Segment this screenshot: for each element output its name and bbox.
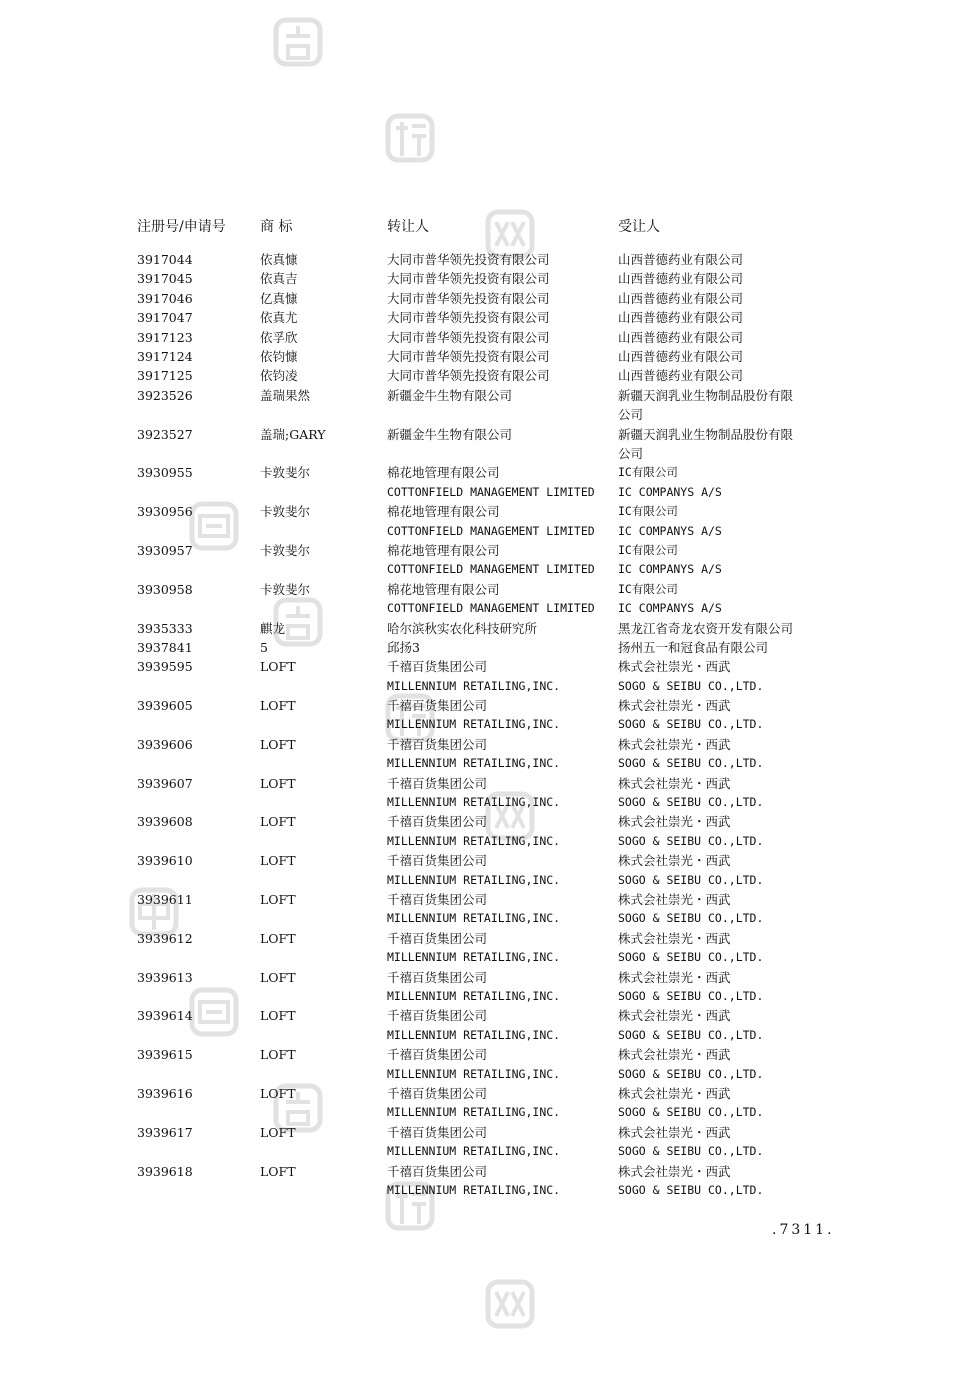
transferee-cell (618, 250, 833, 269)
reg-no-cell: 3939613 (137, 969, 193, 985)
transferor-cell (387, 502, 595, 541)
table-row (137, 425, 857, 464)
transferee-line: 株式会社崇光・西武 (618, 969, 731, 985)
transferee-cell (618, 463, 833, 502)
transferor-cell (387, 308, 550, 327)
reg-no-cell: 3917044 (137, 252, 193, 267)
mark-cell: LOFT (260, 814, 296, 830)
mark-cell: LOFT (260, 1047, 296, 1063)
transferor-line: 大同市普华领先投资有限公司 (387, 290, 550, 306)
transferor-cell (387, 968, 560, 1007)
transferor-line: 棉花地管理有限公司 (387, 542, 500, 558)
transferor-line: MILLENNIUM RETAILING,INC. (387, 1105, 561, 1120)
transferee-line: 新疆天润乳业生物制品股份有限 (618, 426, 794, 442)
transferee-cell (618, 735, 833, 774)
transferee-cell (618, 269, 833, 288)
transferee-cell (618, 851, 833, 890)
transferor-line: 大同市普华领先投资有限公司 (387, 368, 550, 384)
transferor-cell (387, 1123, 560, 1162)
reg-no-cell: 3939616 (137, 1086, 193, 1102)
transferee-cell (618, 502, 833, 541)
transferee-line: 株式会社崇光・西武 (618, 1163, 731, 1179)
transferee-line: 山西普德药业有限公司 (618, 368, 744, 384)
transferor-line: 千禧百货集团公司 (387, 1086, 488, 1102)
reg-no-cell: 3917124 (137, 348, 193, 364)
transferor-line: MILLENNIUM RETAILING,INC. (387, 1027, 561, 1042)
transferor-line: MILLENNIUM RETAILING,INC. (387, 1066, 561, 1081)
transferor-cell (387, 463, 595, 502)
transferee-cell (618, 1045, 833, 1084)
transferee-line: SOGO & SEIBU CO.,LTD. (618, 717, 764, 732)
reg-no-cell: 3939615 (137, 1047, 193, 1063)
header-transferee: 受让人 (618, 219, 660, 235)
watermark-icon (382, 110, 438, 166)
transferor-cell (387, 774, 560, 813)
reg-no-cell: 3939606 (137, 736, 193, 752)
transferee-cell (618, 386, 833, 425)
table-row (137, 250, 857, 269)
mark-cell: LOFT (260, 1124, 296, 1140)
transferee-cell (618, 774, 833, 813)
transferor-line: 千禧百货集团公司 (387, 1008, 488, 1024)
reg-no-cell: 3939610 (137, 853, 193, 869)
transferee-line: 山西普德药业有限公司 (618, 310, 744, 326)
table-row (137, 696, 857, 735)
transferor-line: COTTONFIELD MANAGEMENT LIMITED (387, 484, 595, 499)
table-row (137, 366, 857, 385)
reg-no-cell: 3930957 (137, 542, 193, 558)
table-row (137, 619, 857, 638)
transferor-cell (387, 386, 512, 405)
mark-cell: 麒龙 (260, 620, 286, 636)
reg-no-cell: 3923527 (137, 426, 193, 442)
transferee-cell (618, 1006, 833, 1045)
transferee-line: 株式会社崇光・西武 (618, 1086, 731, 1102)
mark-cell: 5 (260, 639, 268, 655)
transferor-cell (387, 1084, 560, 1123)
transferee-cell (618, 812, 833, 851)
transferee-cell (618, 308, 833, 327)
transferee-line: SOGO & SEIBU CO.,LTD. (618, 950, 764, 965)
transferor-line: MILLENNIUM RETAILING,INC. (387, 678, 561, 693)
transferor-line: 棉花地管理有限公司 (387, 465, 500, 481)
reg-no-cell: 3917045 (137, 271, 193, 287)
transferee-line: SOGO & SEIBU CO.,LTD. (618, 1066, 764, 1081)
transferor-line: 新疆金牛生物有限公司 (387, 426, 513, 442)
table-row (137, 347, 857, 366)
transferor-line: 棉花地管理有限公司 (387, 581, 500, 597)
transferee-cell (618, 657, 833, 696)
transferee-line: 株式会社崇光・西武 (618, 892, 731, 908)
transferor-cell (387, 347, 550, 366)
transferor-cell (387, 929, 560, 968)
transferor-line: 千禧百货集团公司 (387, 698, 488, 714)
transferor-line: 棉花地管理有限公司 (387, 504, 500, 520)
transferor-line: MILLENNIUM RETAILING,INC. (387, 717, 561, 732)
transferee-cell (618, 696, 833, 735)
reg-no-cell: 3939607 (137, 775, 193, 791)
transferor-line: 千禧百货集团公司 (387, 969, 488, 985)
mark-cell: 卡敦斐尔 (260, 465, 311, 481)
transferor-line: MILLENNIUM RETAILING,INC. (387, 795, 561, 810)
transferor-line: COTTONFIELD MANAGEMENT LIMITED (387, 601, 595, 616)
transferee-line: SOGO & SEIBU CO.,LTD. (618, 1183, 764, 1198)
transferor-line: 千禧百货集团公司 (387, 1124, 488, 1140)
transferee-cell (618, 1162, 833, 1201)
table-row (137, 1006, 857, 1045)
reg-no-cell: 3935333 (137, 620, 193, 636)
table-row (137, 502, 857, 541)
transferor-cell (387, 541, 595, 580)
transferee-line: 株式会社崇光・西武 (618, 736, 731, 752)
transferee-line: 公司 (618, 445, 644, 461)
transferee-line: SOGO & SEIBU CO.,LTD. (618, 872, 764, 887)
transferor-cell (387, 366, 550, 385)
mark-cell: 依钧慷 (260, 348, 298, 364)
mark-cell: 依孚欣 (260, 329, 298, 345)
mark-cell: LOFT (260, 930, 296, 946)
mark-cell: 亿真慷 (260, 290, 298, 306)
transferor-cell (387, 1006, 560, 1045)
reg-no-cell: 3917047 (137, 310, 193, 326)
transferee-line: 黑龙江省奇龙农资开发有限公司 (618, 620, 794, 636)
reg-no-cell: 3930956 (137, 504, 193, 520)
transferor-cell (387, 250, 550, 269)
mark-cell: LOFT (260, 659, 296, 675)
mark-cell: LOFT (260, 736, 296, 752)
transferee-line: SOGO & SEIBU CO.,LTD. (618, 989, 764, 1004)
mark-cell: 依真慷 (260, 252, 298, 267)
transferee-cell (618, 347, 833, 366)
transferee-line: SOGO & SEIBU CO.,LTD. (618, 678, 764, 693)
transferee-line: IC COMPANYS A/S (618, 484, 722, 499)
transferor-cell (387, 328, 550, 347)
transferee-cell (618, 1084, 833, 1123)
reg-no-cell: 3930958 (137, 581, 193, 597)
transferee-line: SOGO & SEIBU CO.,LTD. (618, 833, 764, 848)
transferor-line: MILLENNIUM RETAILING,INC. (387, 872, 561, 887)
transferor-line: MILLENNIUM RETAILING,INC. (387, 833, 561, 848)
transferee-line: 株式会社崇光・西武 (618, 814, 731, 830)
mark-cell: LOFT (260, 1163, 296, 1179)
transfer-table (137, 250, 857, 1200)
watermark-icon (482, 1276, 538, 1332)
table-row (137, 1162, 857, 1201)
transferee-line: SOGO & SEIBU CO.,LTD. (618, 756, 764, 771)
transferee-line: 山西普德药业有限公司 (618, 329, 744, 345)
transferee-line: 株式会社崇光・西武 (618, 1008, 731, 1024)
transferee-line: 株式会社崇光・西武 (618, 930, 731, 946)
reg-no-cell: 3937841 (137, 639, 193, 655)
transferor-cell (387, 1045, 560, 1084)
transferor-cell (387, 638, 420, 657)
transferee-line: SOGO & SEIBU CO.,LTD. (618, 1105, 764, 1120)
transferee-line: 株式会社崇光・西武 (618, 775, 731, 791)
transferee-cell (618, 541, 833, 580)
table-row (137, 812, 857, 851)
transferor-cell (387, 851, 560, 890)
table-row (137, 541, 857, 580)
mark-cell: 依真吉 (260, 271, 298, 287)
table-row (137, 386, 857, 425)
transferor-line: 大同市普华领先投资有限公司 (387, 310, 550, 326)
table-row (137, 929, 857, 968)
table-row (137, 328, 857, 347)
mark-cell: 卡敦斐尔 (260, 581, 311, 597)
mark-cell: 依真尤 (260, 310, 298, 326)
transferor-cell (387, 580, 595, 619)
transferee-line: IC COMPANYS A/S (618, 562, 722, 577)
transferor-line: MILLENNIUM RETAILING,INC. (387, 950, 561, 965)
transferor-line: MILLENNIUM RETAILING,INC. (387, 756, 561, 771)
page-number: .7311. (772, 1222, 835, 1238)
transferor-cell (387, 289, 550, 308)
table-row (137, 463, 857, 502)
transferee-line: 山西普德药业有限公司 (618, 348, 744, 364)
transferor-line: 千禧百货集团公司 (387, 1163, 488, 1179)
transferee-line: 山西普德药业有限公司 (618, 252, 744, 267)
transferor-cell (387, 735, 560, 774)
transferor-line: 大同市普华领先投资有限公司 (387, 329, 550, 345)
transferee-cell (618, 929, 833, 968)
transferor-line: 新疆金牛生物有限公司 (387, 387, 513, 403)
mark-cell: LOFT (260, 698, 296, 714)
transferor-line: 千禧百货集团公司 (387, 892, 488, 908)
table-row (137, 735, 857, 774)
mark-cell: 依钧凌 (260, 368, 298, 384)
transferor-line: COTTONFIELD MANAGEMENT LIMITED (387, 523, 595, 538)
transferee-cell (618, 890, 833, 929)
transferee-cell (618, 328, 833, 347)
transferor-cell (387, 696, 560, 735)
transferor-line: 大同市普华领先投资有限公司 (387, 252, 550, 267)
transferee-line: 山西普德药业有限公司 (618, 271, 744, 287)
transferor-cell (387, 269, 550, 288)
table-row (137, 851, 857, 890)
table-row (137, 968, 857, 1007)
transferee-line: IC COMPANYS A/S (618, 601, 722, 616)
mark-cell: 卡敦斐尔 (260, 542, 311, 558)
transferor-line: MILLENNIUM RETAILING,INC. (387, 1183, 561, 1198)
transferee-line: 扬州五一和冠食品有限公司 (618, 639, 769, 655)
transferor-cell (387, 657, 560, 696)
transferee-line: 山西普德药业有限公司 (618, 290, 744, 306)
transferee-line: 株式会社崇光・西武 (618, 698, 731, 714)
transferor-line: 大同市普华领先投资有限公司 (387, 271, 550, 287)
transferee-line: IC有限公司 (618, 465, 678, 480)
transferor-line: 千禧百货集团公司 (387, 659, 488, 675)
transferor-cell (387, 1162, 560, 1201)
transferee-line: SOGO & SEIBU CO.,LTD. (618, 795, 764, 810)
watermark-icon (270, 14, 326, 70)
transferee-line: IC有限公司 (618, 504, 678, 519)
transferor-line: 千禧百货集团公司 (387, 736, 488, 752)
reg-no-cell: 3917125 (137, 368, 193, 384)
transferee-cell (618, 289, 833, 308)
table-row (137, 269, 857, 288)
header-reg-no: 注册号/申请号 (137, 219, 226, 235)
header-transferor: 转让人 (387, 219, 429, 235)
mark-cell: LOFT (260, 853, 296, 869)
table-row (137, 289, 857, 308)
transferee-line: SOGO & SEIBU CO.,LTD. (618, 1027, 764, 1042)
transferee-cell (618, 366, 833, 385)
table-row (137, 1123, 857, 1162)
table-row (137, 774, 857, 813)
reg-no-cell: 3939612 (137, 930, 193, 946)
transferor-line: 哈尔滨秋实农化科技研究所 (387, 620, 538, 636)
transferor-line: 千禧百货集团公司 (387, 814, 488, 830)
transferor-cell (387, 890, 560, 929)
transferee-line: IC有限公司 (618, 581, 678, 596)
reg-no-cell: 3939614 (137, 1008, 193, 1024)
reg-no-cell: 3939608 (137, 814, 193, 830)
transferor-line: MILLENNIUM RETAILING,INC. (387, 1144, 561, 1159)
transferee-cell (618, 1123, 833, 1162)
reg-no-cell: 3917123 (137, 329, 193, 345)
mark-cell: LOFT (260, 1086, 296, 1102)
transferor-line: 大同市普华领先投资有限公司 (387, 348, 550, 364)
transferor-line: 邱扬3 (387, 639, 420, 655)
transferee-cell (618, 425, 833, 464)
reg-no-cell: 3939595 (137, 659, 193, 675)
transferor-line: 千禧百货集团公司 (387, 775, 488, 791)
mark-cell: LOFT (260, 775, 296, 791)
transferor-line: 千禧百货集团公司 (387, 930, 488, 946)
table-row (137, 580, 857, 619)
transferor-cell (387, 619, 537, 638)
transferor-line: 千禧百货集团公司 (387, 853, 488, 869)
table-header (137, 216, 857, 236)
transferor-line: COTTONFIELD MANAGEMENT LIMITED (387, 562, 595, 577)
transferee-line: SOGO & SEIBU CO.,LTD. (618, 911, 764, 926)
transferee-cell (618, 968, 833, 1007)
transferee-line: 株式会社崇光・西武 (618, 1124, 731, 1140)
reg-no-cell: 3923526 (137, 387, 193, 403)
mark-cell: 卡敦斐尔 (260, 504, 311, 520)
transferor-cell (387, 425, 512, 444)
transferor-line: MILLENNIUM RETAILING,INC. (387, 911, 561, 926)
table-row (137, 308, 857, 327)
transferee-line: 株式会社崇光・西武 (618, 659, 731, 675)
mark-cell: LOFT (260, 892, 296, 908)
transferor-line: 千禧百货集团公司 (387, 1047, 488, 1063)
table-row (137, 1084, 857, 1123)
transferor-line: MILLENNIUM RETAILING,INC. (387, 989, 561, 1004)
reg-no-cell: 3930955 (137, 465, 193, 481)
transferee-line: 株式会社崇光・西武 (618, 853, 731, 869)
reg-no-cell: 3939617 (137, 1124, 193, 1140)
transferee-line: 新疆天润乳业生物制品股份有限 (618, 387, 794, 403)
transferee-cell (618, 638, 833, 657)
transferor-cell (387, 812, 560, 851)
mark-cell: 盖瑞果然 (260, 387, 311, 403)
transferee-line: SOGO & SEIBU CO.,LTD. (618, 1144, 764, 1159)
transferee-cell (618, 580, 833, 619)
reg-no-cell: 3939618 (137, 1163, 193, 1179)
table-row (137, 657, 857, 696)
transferee-line: IC有限公司 (618, 542, 678, 557)
transferee-cell (618, 619, 833, 638)
reg-no-cell: 3917046 (137, 290, 193, 306)
table-row (137, 890, 857, 929)
mark-cell: LOFT (260, 1008, 296, 1024)
transferee-line: IC COMPANYS A/S (618, 523, 722, 538)
mark-cell: 盖瑞;GARY (260, 426, 326, 442)
header-mark: 商 标 (260, 219, 293, 235)
transferee-line: 株式会社崇光・西武 (618, 1047, 731, 1063)
reg-no-cell: 3939605 (137, 698, 193, 714)
transferee-line: 公司 (618, 407, 644, 423)
table-row (137, 638, 857, 657)
table-row (137, 1045, 857, 1084)
mark-cell: LOFT (260, 969, 296, 985)
reg-no-cell: 3939611 (137, 892, 193, 908)
